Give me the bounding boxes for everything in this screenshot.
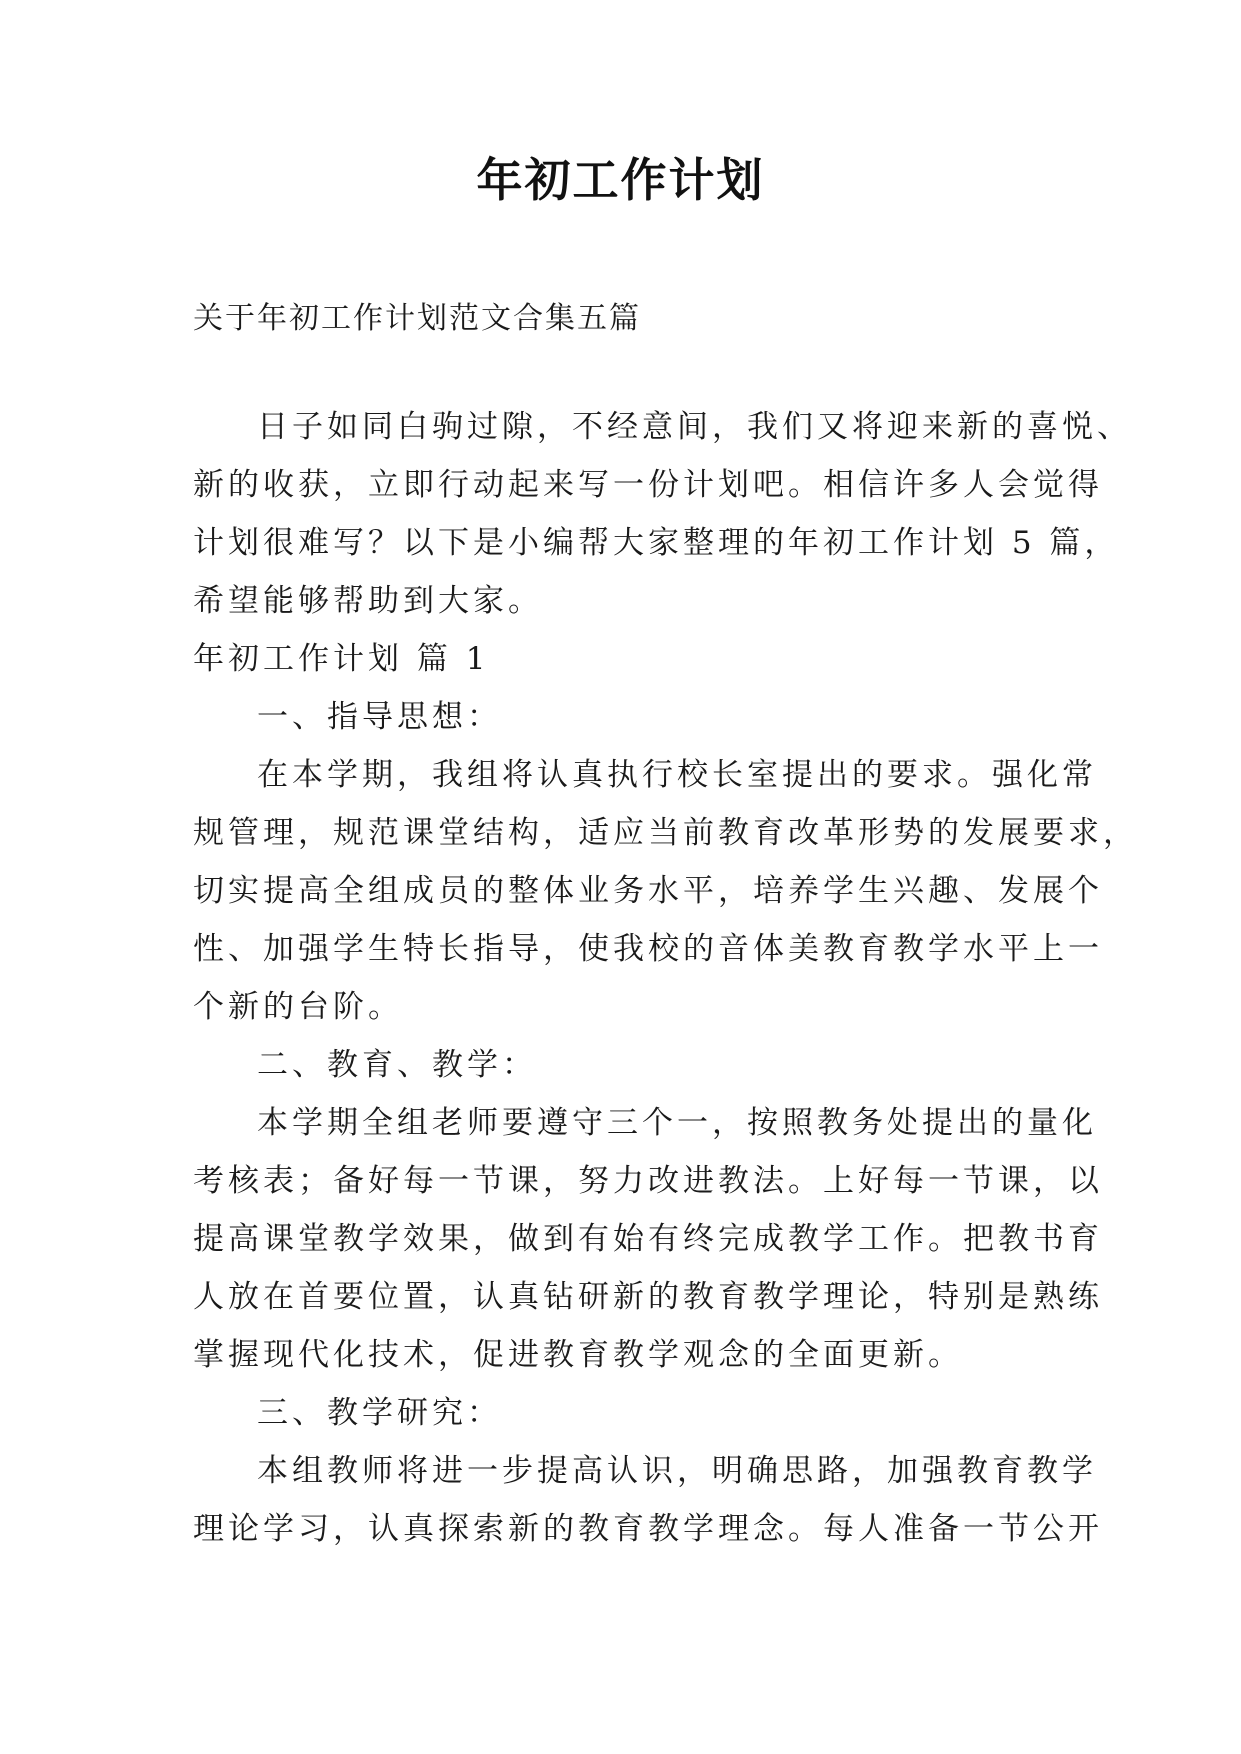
intro-line: 日子如同白驹过隙，不经意间，我们又将迎来新的喜悦、 [257,409,1132,445]
paragraph-line: 规管理，规范课堂结构，适应当前教育改革形势的发展要求， [193,815,1138,851]
paragraph-guiding-thought [193,746,1138,1036]
section-title: 年初工作计划 篇 1 [193,641,490,677]
heading-guiding-thought: 一、指导思想： [257,699,502,735]
document-title: 年初工作计划 [476,153,765,207]
intro-line: 计划很难写？以下是小编帮大家整理的年初工作计划 5 篇， [193,525,1120,561]
paragraph-line: 个新的台阶。 [193,989,403,1025]
paragraph-line: 人放在首要位置，认真钻研新的教育教学理论，特别是熟练 [193,1279,1103,1315]
heading-education-teaching: 二、教育、教学： [257,1047,537,1083]
document-body [193,290,1138,1558]
paragraph-line: 考核表；备好每一节课，努力改进教法。上好每一节课，以 [193,1163,1103,1199]
paragraph-line: 提高课堂教学效果，做到有始有终完成教学工作。把教书育 [193,1221,1103,1257]
document-subtitle: 关于年初工作计划范文合集五篇 [193,301,641,336]
intro-line: 希望能够帮助到大家。 [193,583,543,619]
intro-paragraph [193,398,1132,630]
paragraph-teaching-research [193,1442,1103,1558]
paragraph-line: 本组教师将进一步提高认识，明确思路，加强教育教学 [257,1453,1097,1489]
heading-teaching-research: 三、教学研究： [257,1395,502,1431]
paragraph-education-teaching [193,1094,1103,1384]
intro-line: 新的收获，立即行动起来写一份计划吧。相信许多人会觉得 [193,467,1103,503]
paragraph-line: 在本学期，我组将认真执行校长室提出的要求。强化常 [257,757,1097,793]
paragraph-line: 性、加强学生特长指导，使我校的音体美教育教学水平上一 [193,931,1103,967]
paragraph-line: 理论学习，认真探索新的教育教学理念。每人准备一节公开 [193,1511,1103,1547]
paragraph-line: 切实提高全组成员的整体业务水平，培养学生兴趣、发展个 [193,873,1103,909]
paragraph-line: 本学期全组老师要遵守三个一，按照教务处提出的量化 [257,1105,1097,1141]
paragraph-line: 掌握现代化技术，促进教育教学观念的全面更新。 [193,1337,963,1373]
